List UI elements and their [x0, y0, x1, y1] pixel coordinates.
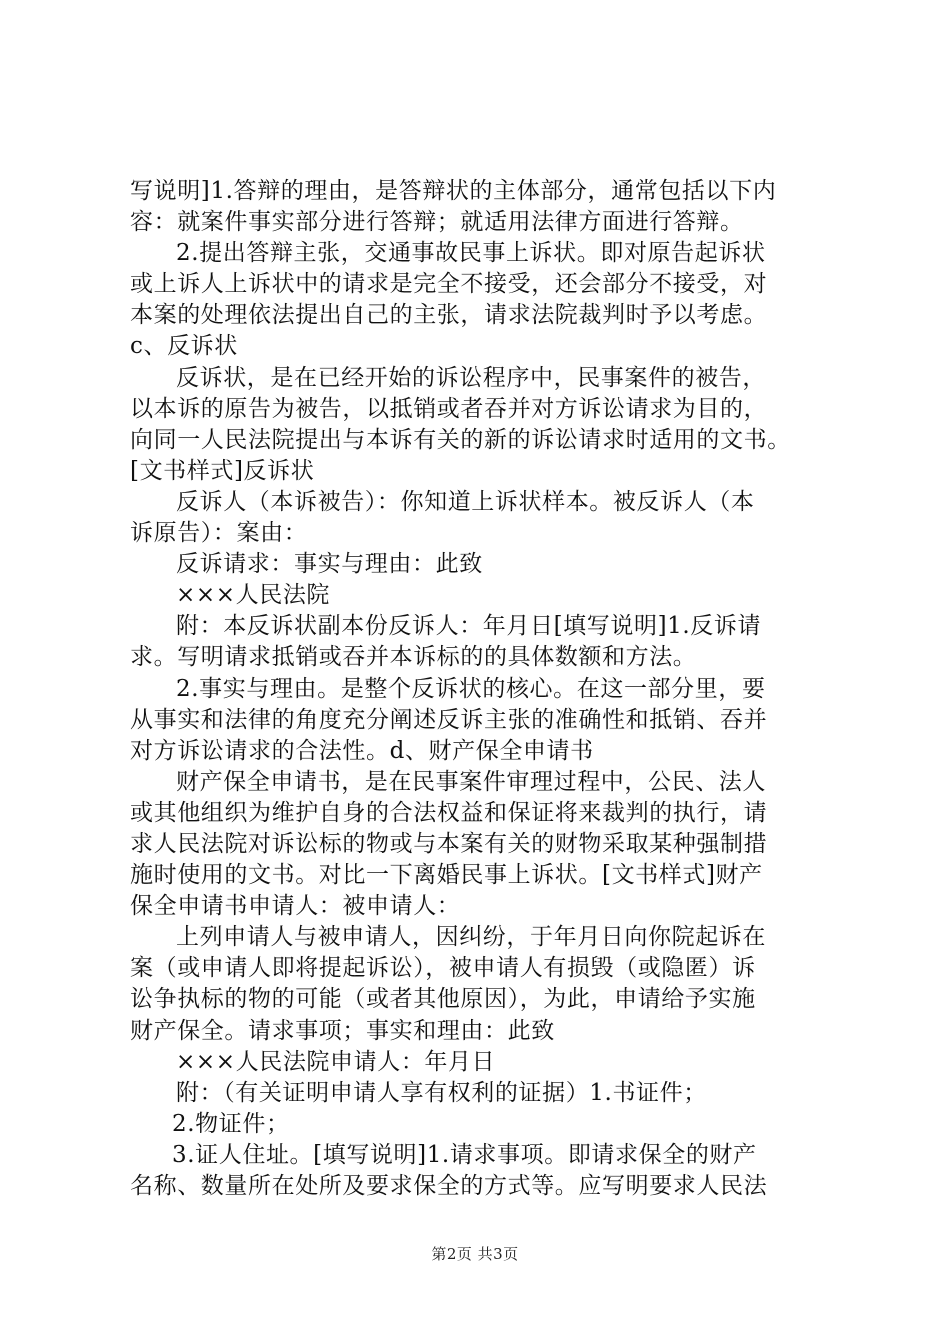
text-line: 或上诉人上诉状中的请求是完全不接受，还会部分不接受，对 — [130, 271, 768, 298]
text-line: 上列申请人与被申请人，因纠纷，于年月日向你院起诉在 — [176, 924, 766, 951]
text-line: [文书样式]反诉状 — [130, 457, 315, 484]
text-line: 财产保全。请求事项；事实和理由：此致 — [130, 1017, 555, 1044]
text-line: 从事实和法律的角度充分阐述反诉主张的准确性和抵销、吞并 — [130, 706, 768, 733]
text-line: 求。写明请求抵销或吞并本诉标的的具体数额和方法。 — [130, 644, 697, 671]
text-line: 附：（有关证明申请人享有权利的证据）1.书证件； — [176, 1079, 707, 1106]
text-line: 2.提出答辩主张，交通事故民事上诉状。即对原告起诉状 — [176, 240, 766, 267]
text-line: 写说明]1.答辩的理由，是答辩状的主体部分，通常包括以下内 — [130, 178, 777, 204]
text-line: 案（或申请人即将提起诉讼），被申请人有损毁（或隐匿）诉 — [130, 955, 756, 982]
text-line: 反诉人（本诉被告）：你知道上诉状样本。被反诉人（本 — [176, 488, 755, 515]
document-body — [130, 176, 842, 1202]
text-line: 2.事实与理由。是整个反诉状的核心。在这一部分里，要 — [176, 675, 766, 702]
text-line: 求人民法院对诉讼标的物或与本案有关的财物采取某种强制措 — [130, 830, 768, 857]
text-line: ×××人民法院 — [176, 582, 331, 609]
text-line: 反诉状，是在已经开始的诉讼程序中，民事案件的被告， — [176, 364, 766, 391]
page-number-footer: 第2页 共3页 — [431, 1245, 519, 1263]
text-line: 本案的处理依法提出自己的主张，请求法院裁判时予以考虑。 — [130, 302, 768, 329]
text-line: 保全申请书申请人：被申请人： — [130, 893, 461, 920]
text-line: 3.证人住址。[填写说明]1.请求事项。即请求保全的财产 — [172, 1141, 757, 1168]
text-line: 以本诉的原告为被告，以抵销或者吞并对方诉讼请求为目的， — [130, 395, 768, 422]
text-line: 讼争执标的物的可能（或者其他原因），为此，申请给予实施 — [130, 986, 756, 1013]
text-line: ×××人民法院申请人：年月日 — [176, 1048, 496, 1075]
text-line: 容：就案件事实部分进行答辩；就适用法律方面进行答辩。 — [130, 209, 744, 236]
text-line: 诉原告）：案由： — [130, 520, 308, 547]
text-line: 附：本反诉状副本份反诉人：年月日[填写说明]1.反诉请 — [176, 613, 762, 640]
text-line: 财产保全申请书，是在民事案件审理过程中，公民、法人 — [176, 768, 766, 795]
text-line: 对方诉讼请求的合法性。d、财产保全申请书 — [130, 737, 594, 764]
text-line: 施时使用的文书。对比一下离婚民事上诉状。[文书样式]财产 — [130, 862, 763, 889]
text-line: 2.物证件； — [172, 1110, 290, 1137]
text-line: 向同一人民法院提出与本诉有关的新的诉讼请求时适用的文书。 — [130, 426, 791, 453]
text-line: 或其他组织为维护自身的合法权益和保证将来裁判的执行，请 — [130, 799, 768, 826]
section-heading: c、反诉状 — [130, 333, 238, 360]
text-line: 反诉请求：事实与理由：此致 — [176, 551, 483, 578]
text-line: 名称、数量所在处所及要求保全的方式等。应写明要求人民法 — [130, 1173, 768, 1199]
